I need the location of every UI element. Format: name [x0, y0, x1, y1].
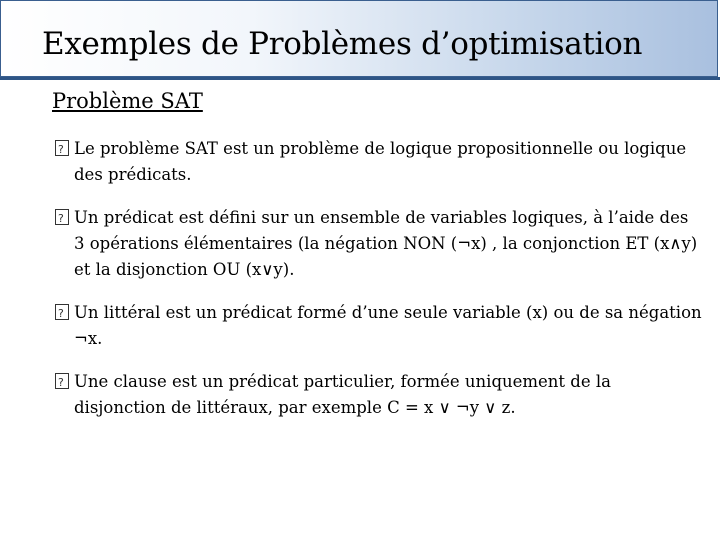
- missing-glyph-bullet-icon: [55, 140, 69, 156]
- missing-glyph-bullet-icon: [55, 373, 69, 389]
- bullet-item: [52, 300, 704, 352]
- title-rule: [0, 77, 720, 80]
- bullet-text: Un littéral est un prédicat formé d’une seule variable (x) ou de sa négation ¬x.: [74, 303, 702, 348]
- bullet-text: Un prédicat est défini sur un ensemble de variables logiques, à l’aide des 3 opérations élémentaires (la négation NON (¬x) , la conjonction ET (x∧y) et la disjonction OU (x∨y).: [74, 208, 698, 279]
- missing-glyph-bullet-icon: [55, 209, 69, 225]
- section-heading: Problème SAT: [52, 89, 203, 113]
- bullet-list: [52, 136, 704, 438]
- missing-glyph-bullet-icon: [55, 304, 69, 320]
- bullet-item: [52, 205, 704, 283]
- slide-title: Exemples de Problèmes d’optimisation: [42, 26, 643, 62]
- bullet-text: Le problème SAT est un problème de logique propositionnelle ou logique des prédicats.: [74, 139, 687, 184]
- bullet-item: [52, 369, 704, 421]
- bullet-text: Une clause est un prédicat particulier, formée uniquement de la disjonction de littéraux, par exemple C = x ∨ ¬y ∨ z.: [74, 372, 611, 417]
- bullet-item: [52, 136, 704, 188]
